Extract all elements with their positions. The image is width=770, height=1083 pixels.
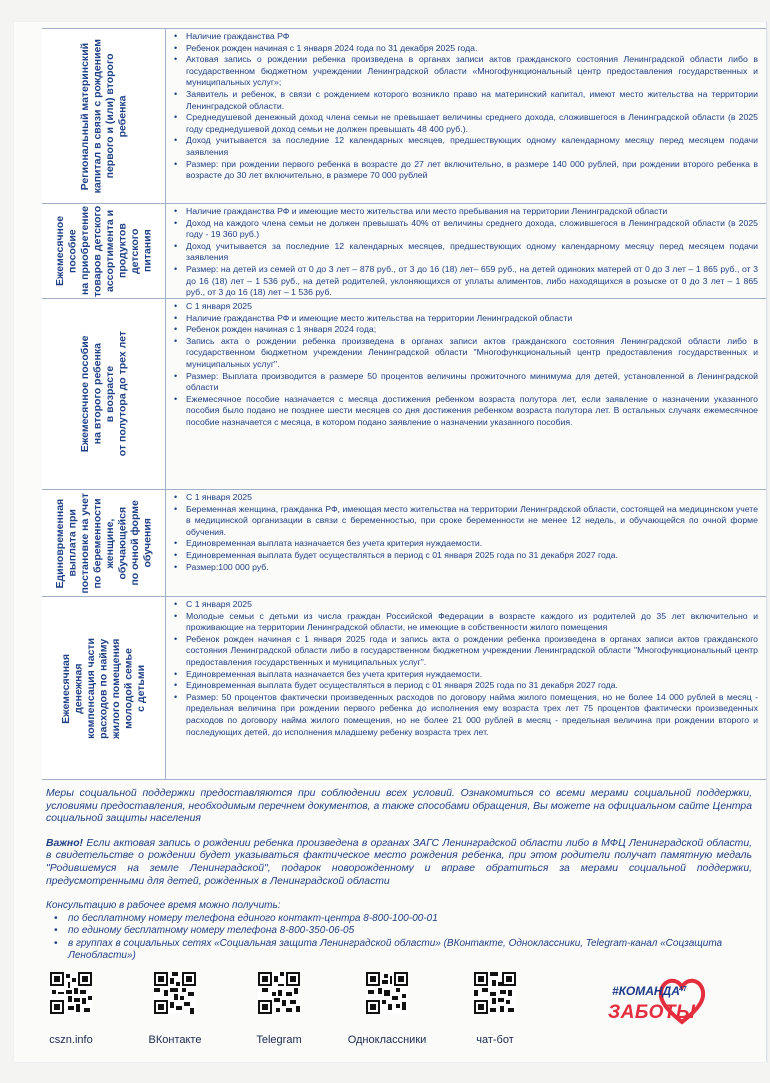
- list-item: • Доход на каждого члена семьи не должен превышать 40% от величины среднего дохода, сложившегося в Ленинградской области (в 2025 году - 19 360 руб.): [186, 218, 758, 241]
- list-item: • Ребенок рожден начиная с 1 января 2025 года и запись акта о рождении ребенка произведена в органах записи актов гражданского состояния Ленинградской области либо в государственном бюджетном учреждении Ленинградской области "Многофункциональный центр предоставления государственных и муниципальных услуг".: [186, 634, 758, 669]
- consultation-heading: Консультацию в рабочее время можно получить:: [46, 900, 281, 911]
- row-content: [166, 490, 766, 596]
- conditions-list: [170, 206, 758, 299]
- list-item: • С 1 января 2025: [186, 599, 758, 611]
- row-heading: Ежемесячное пособие на второго ребенка в возрасте от полутора до трех лет: [78, 331, 128, 457]
- qr-label: Одноклассники: [347, 1034, 427, 1046]
- list-item: • Размер: Выплата производится в размере 50 процентов величины прожиточного минимума для детей, установленной в Ленинградской области: [186, 371, 758, 394]
- important-note: [46, 838, 752, 888]
- row-content: [166, 29, 766, 203]
- qr-label: чат-бот: [476, 1034, 514, 1046]
- consultation-section: [46, 900, 752, 963]
- qr-code-icon[interactable]: [258, 972, 300, 1014]
- row-heading-cell: [42, 597, 166, 779]
- list-item: • Доход учитывается за последние 12 календарных месяцев, предшествующих одному календарному месяцу перед месяцем подачи заявления: [186, 135, 758, 158]
- list-item: • Актовая запись о рождении ребенка произведена в органах записи актов гражданского состояния Ленинградской области либо в государственном бюджетном учреждении Ленинградской области «Многофункциональный центр предоставления государственных и муниципальных услуг»;: [186, 54, 758, 89]
- important-lead: Важно!: [46, 837, 84, 849]
- row-heading-cell: [42, 29, 166, 203]
- row-content: [166, 204, 766, 298]
- row-heading-cell: [42, 204, 166, 298]
- qr-label: ВКонтакте: [148, 1034, 202, 1046]
- row-heading-cell: [42, 299, 166, 489]
- list-item: • Доход учитывается за последние 12 календарных месяцев, предшествующих одному календарному месяцу перед месяцем подачи заявления: [186, 241, 758, 264]
- list-item: • Наличие гражданства РФ и имеющие место жительства на территории Ленинградской области: [186, 313, 758, 325]
- conditions-list: [170, 492, 758, 573]
- qr-label: cszn.info: [49, 1034, 93, 1046]
- list-item: • Среднедушевой денежный доход члена семьи не превышает величины среднего дохода, сложившегося в Ленинградской области (в 2025 году среднедушевой доход семьи не должен превышать 48 400 руб.).: [186, 112, 758, 135]
- table-row: [42, 490, 766, 597]
- list-item: • Единовременная выплата назначается без учета критерия нуждаемости.: [186, 669, 758, 681]
- list-item: • по единому бесплатному номеру телефона 8-800-350-06-05: [68, 925, 752, 938]
- table-row: [42, 204, 766, 299]
- list-item: • Единовременная выплата будет осуществляться в период с 01 января 2025 года по 31 декабря 2027 года.: [186, 680, 758, 692]
- list-item: • Запись акта о рождении ребенка произведена в органах записи актов гражданского состояния Ленинградской области либо в государственном бюджетном учреждении Ленинградской области "Многофункциональный центр предоставления государственных и муниципальных услуг".: [186, 336, 758, 371]
- qr-code-icon[interactable]: [50, 972, 92, 1014]
- qr-code-icon[interactable]: [366, 972, 408, 1014]
- important-text: Если актовая запись о рождении ребенка произведена в органах ЗАГС Ленинградской области либо в МФЦ Ленинградской области, в свидетельстве о рождении будет указываться фактическое место рождения ребенка, при этом родители получат памятную медаль "Родившемуся на земле Ленинградской", подарок новорожденному и вправе обратиться за мерами социальной поддержки, предусмотренными для детей, рожденных в Ленинградской области: [46, 837, 752, 887]
- conditions-list: [170, 599, 758, 738]
- row-content: [166, 299, 766, 489]
- table-row: [42, 29, 766, 204]
- list-item: • Наличие гражданства РФ: [186, 31, 758, 43]
- consultation-list: [46, 913, 752, 963]
- general-note: Меры социальной поддержки предоставляются при соблюдении всех условий. Ознакомиться со всеми мерами социальной поддержки, условиями предоставления, необходимым перечнем документов, а также способами обращения, Вы можете на официальном сайте Центра социальной защиты населения: [46, 788, 752, 825]
- row-heading-cell: [42, 490, 166, 596]
- row-heading: Ежемесячное пособие на приобретение товаров детского ассортимента и продуктов детского питания: [53, 205, 153, 297]
- qr-code-icon[interactable]: [474, 972, 516, 1014]
- brand-line-2: ЗАБОТЫ: [608, 1002, 696, 1023]
- row-heading: Региональный материнский капитал в связи с рождением первого и (или) второго ребенка: [78, 38, 128, 194]
- list-item: • Единовременная выплата назначается без учета критерия нуждаемости.: [186, 538, 758, 550]
- list-item: • Заявитель и ребенок, в связи с рождением которого возникло право на материнский капитал, имеют место жительства на территории Ленинградской области.: [186, 89, 758, 112]
- list-item: • Единовременная выплата будет осуществляться в период с 01 января 2025 года по 31 декабря 2027 года.: [186, 550, 758, 562]
- list-item: • С 1 января 2025: [186, 492, 758, 504]
- table-row: [42, 299, 766, 490]
- list-item: • Размер: при рождении первого ребенка в возрасте до 27 лет включительно, в размере 140 000 рублей, при рождении второго ребенка в возрасте до 30 лет включительно, в размере 70 000 рублей: [186, 159, 758, 182]
- list-item: • Ребенок рожден начиная с 1 января 2024 года;: [186, 324, 758, 336]
- list-item: • Размер: 50 процентов фактически произведенных расходов по договору найма жилого помещения, но не более 14 000 рублей в месяц - предельная величина при рождении первого ребенка до исполнения ему возраста трех лет 75 процентов фактически произведенных расходов по договору найма жилого помещения, но не более 21 000 рублей в месяц - предельная величина при рождении второго и последующих детей, до исполнения младшему ребенку возраста трех лет.: [186, 692, 758, 738]
- list-item: • Ребенок рожден начиная с 1 января 2024 года по 31 декабря 2025 года.: [186, 43, 758, 55]
- list-item: • Ежемесячное пособие назначается с месяца достижения ребенком возраста полутора лет, если заявление о назначении указанного пособия было подано не позднее шести месяцев со дня достижения ребенком возраста полутора лет. В остальных случаях ежемесячное пособие назначается с месяца, в котором подано заявление о назначении указанного пособия.: [186, 394, 758, 429]
- list-item: • С 1 января 2025: [186, 301, 758, 313]
- qr-label: Telegram: [256, 1034, 302, 1046]
- qr-code-icon[interactable]: [154, 972, 196, 1014]
- list-item: • Размер:100 000 руб.: [186, 562, 758, 574]
- list-item: • в группах в социальных сетях «Социальная защита Ленинградской области» (ВКонтакте, Одноклассники, Telegram-канал «Соцзащита Ленобласти»): [68, 938, 752, 963]
- notes-section: [46, 780, 752, 888]
- list-item: • Размер: на детей из семей от 0 до 3 лет – 878 руб., от 3 до 16 (18) лет– 659 руб., на детей одиноких матерей от 0 до 3 лет – 1 865 руб., от 3 до 16 (18) лет – 1 536 руб., на детей родителей, уклоняющихся от уплаты алиментов, либо находящихся в розыске от 0 до 3 лет – 1 865 руб., от 3 до 16 (18) лет – 1 536 руб.: [186, 264, 758, 299]
- conditions-list: [170, 31, 758, 182]
- table-row: [42, 597, 766, 780]
- row-heading: Ежемесячная денежная компенсация части расходов по найму жилого помещения молодой семье с детьми: [59, 637, 147, 739]
- list-item: • Наличие гражданства РФ и имеющие место жительства или место пребывания на территории Ленинградской области: [186, 206, 758, 218]
- brand-line-1: #КОМАНДА: [612, 984, 680, 998]
- list-item: • Молодые семьи с детьми из числа граждан Российской Федерации в возрасте каждого из родителей до 35 лет включительно и проживающие на территории Ленинградской области, не имеющие в собственности жилого помещения: [186, 611, 758, 634]
- brand-number: 47: [679, 986, 687, 993]
- benefits-table: [42, 28, 766, 780]
- list-item: • Беременная женщина, гражданка РФ, имеющая место жительства на территории Ленинградской области, состоящей на медицинском учете в медицинской организации в связи с беременностью, при сроке беременности не менее 12 недель, и обучающейся по очной форме обучения.: [186, 504, 758, 539]
- brand-logo: [594, 972, 714, 1032]
- list-item: • по бесплатному номеру телефона единого контакт-центра 8-800-100-00-01: [68, 913, 752, 926]
- row-heading: Единовременная выплата при постановке на учет по беременности женщине, обучающейся по очной форме обучения: [53, 492, 153, 594]
- row-content: [166, 597, 766, 779]
- conditions-list: [170, 301, 758, 429]
